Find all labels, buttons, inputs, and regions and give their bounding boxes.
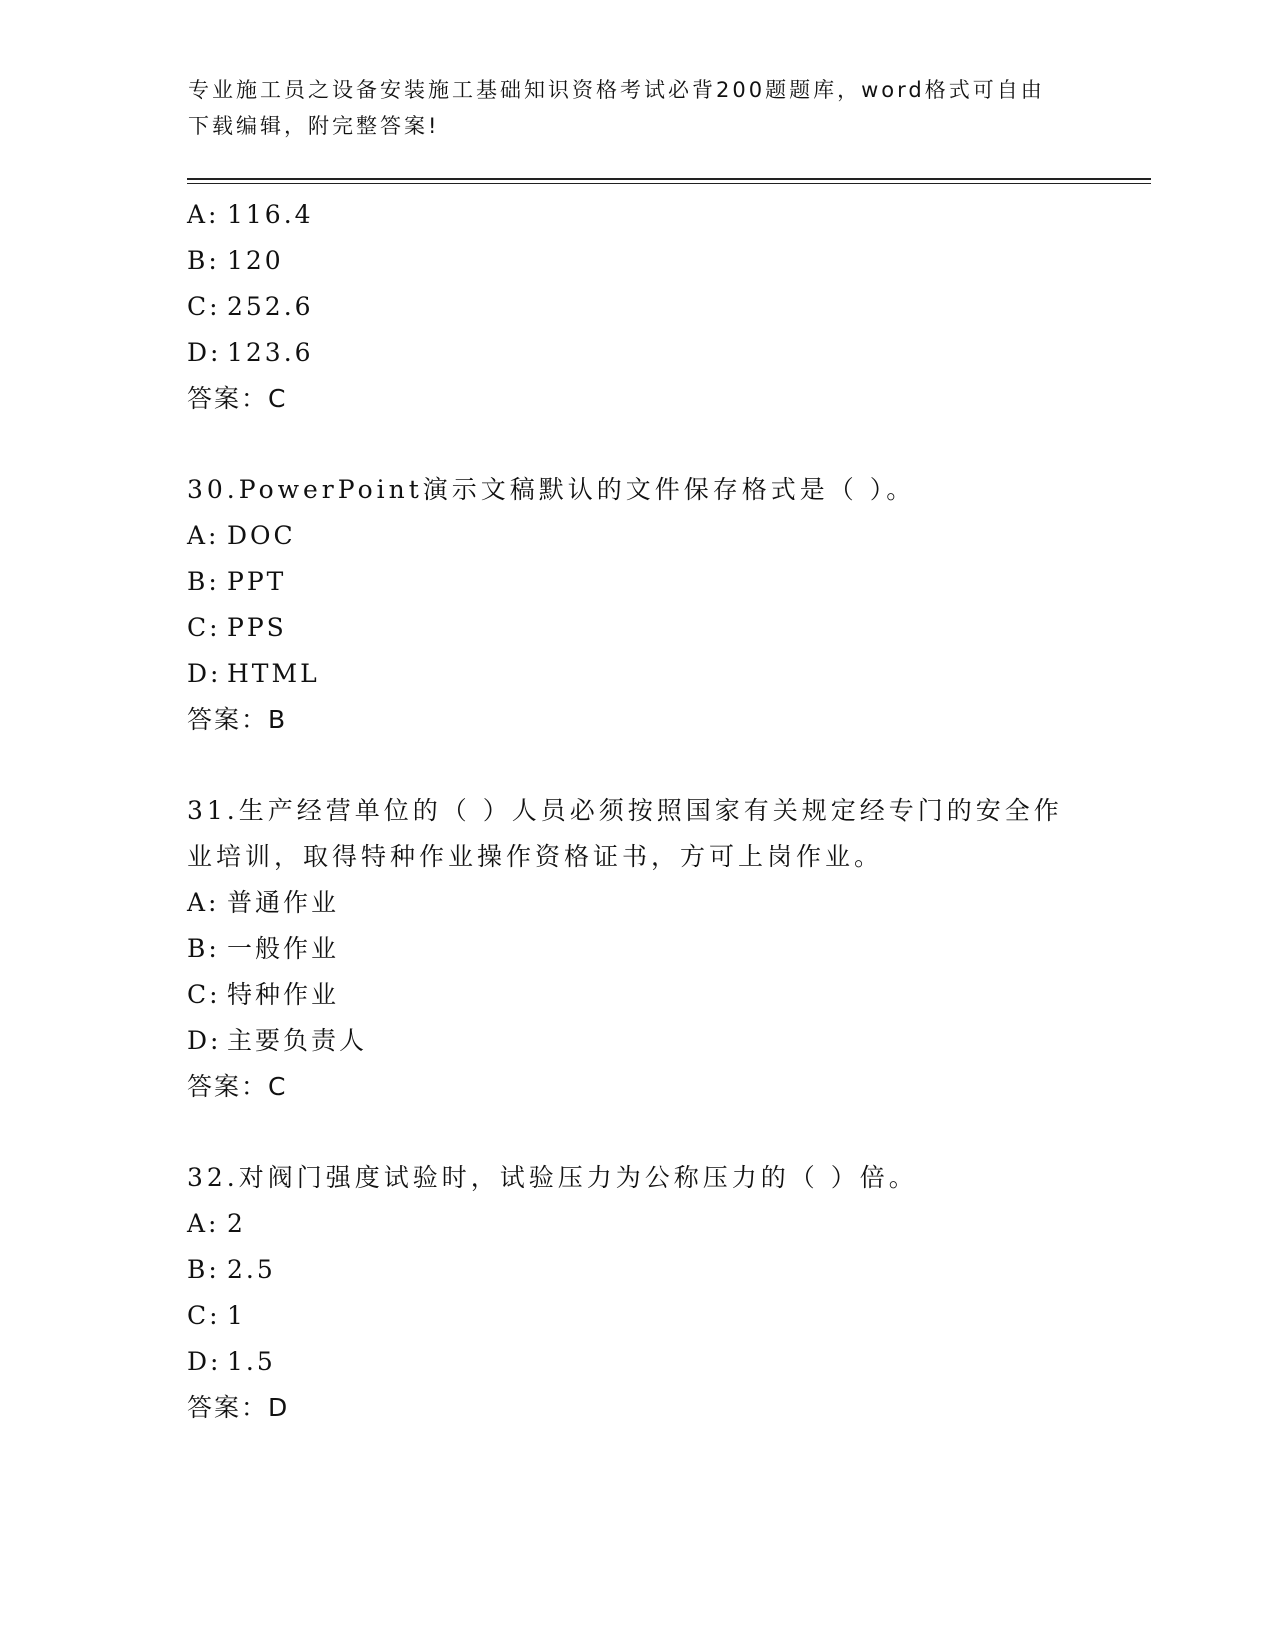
header-divider-bottom — [187, 183, 1151, 184]
option-text: 主要负责人 — [227, 1026, 368, 1055]
option-label: D: — [187, 659, 222, 688]
option-text: 252.6 — [227, 292, 314, 321]
question-block-32 — [187, 1155, 1087, 1431]
page-header — [188, 72, 1068, 144]
option-label: A: — [187, 521, 220, 550]
spacer — [187, 422, 1087, 467]
header-title-line-2: 下载编辑，附完整答案! — [188, 114, 440, 138]
option-a — [187, 513, 1087, 559]
question-block-29-continued — [187, 192, 1087, 422]
question-list — [187, 192, 1087, 1431]
option-label: C: — [187, 613, 221, 642]
option-label: C: — [187, 980, 221, 1009]
header-divider-top — [187, 178, 1151, 180]
option-label: A: — [187, 1209, 220, 1238]
spacer — [187, 743, 1087, 788]
option-label: C: — [187, 292, 221, 321]
option-label: A: — [187, 888, 220, 917]
option-text: 普通作业 — [227, 888, 340, 917]
option-c — [187, 605, 1087, 651]
header-title-line-1: 专业施工员之设备安装施工基础知识资格考试必背200题题库，word格式可自由 — [188, 78, 1045, 102]
option-label: C: — [187, 1301, 221, 1330]
option-text: 123.6 — [227, 338, 314, 367]
option-text: 一般作业 — [227, 934, 340, 963]
option-label: A: — [187, 200, 220, 229]
option-c — [187, 972, 1087, 1018]
option-text: PPS — [227, 613, 287, 642]
option-label: D: — [187, 1026, 222, 1055]
question-text: 30.PowerPoint演示文稿默认的文件保存格式是（ ）。 — [187, 475, 916, 504]
option-label: D: — [187, 1347, 222, 1376]
option-text: 116.4 — [227, 200, 314, 229]
option-text: HTML — [227, 659, 320, 688]
question-text-line-1: 31.生产经营单位的（ ）人员必须按照国家有关规定经专门的安全作 — [187, 796, 1063, 825]
option-text: 2 — [227, 1209, 246, 1238]
answer: 答案：C — [187, 384, 288, 413]
option-label: B: — [187, 567, 220, 596]
option-text: 2.5 — [227, 1255, 276, 1284]
option-d — [187, 1018, 1087, 1064]
question-block-31 — [187, 788, 1087, 1110]
option-b — [187, 1247, 1087, 1293]
option-c — [187, 284, 1087, 330]
option-label: B: — [187, 934, 220, 963]
question-text-line-2: 业培训，取得特种作业操作资格证书，方可上岗作业。 — [187, 842, 884, 871]
option-a — [187, 192, 1087, 238]
question-block-30 — [187, 467, 1087, 743]
option-a — [187, 1201, 1087, 1247]
option-d — [187, 1339, 1087, 1385]
option-text: PPT — [227, 567, 287, 596]
option-b — [187, 559, 1087, 605]
option-a — [187, 880, 1087, 926]
option-label: D: — [187, 338, 222, 367]
answer: 答案：B — [187, 705, 288, 734]
answer: 答案：C — [187, 1072, 288, 1101]
answer: 答案：D — [187, 1393, 290, 1422]
option-text: 120 — [227, 246, 284, 275]
option-d — [187, 330, 1087, 376]
option-label: B: — [187, 246, 220, 275]
question-text: 32.对阀门强度试验时，试验压力为公称压力的（ ）倍。 — [187, 1163, 918, 1192]
option-text: 1.5 — [227, 1347, 276, 1376]
spacer — [187, 1110, 1087, 1155]
option-b — [187, 926, 1087, 972]
option-text: DOC — [227, 521, 296, 550]
option-text: 特种作业 — [227, 980, 340, 1009]
option-c — [187, 1293, 1087, 1339]
option-b — [187, 238, 1087, 284]
option-text: 1 — [227, 1301, 246, 1330]
option-label: B: — [187, 1255, 220, 1284]
option-d — [187, 651, 1087, 697]
